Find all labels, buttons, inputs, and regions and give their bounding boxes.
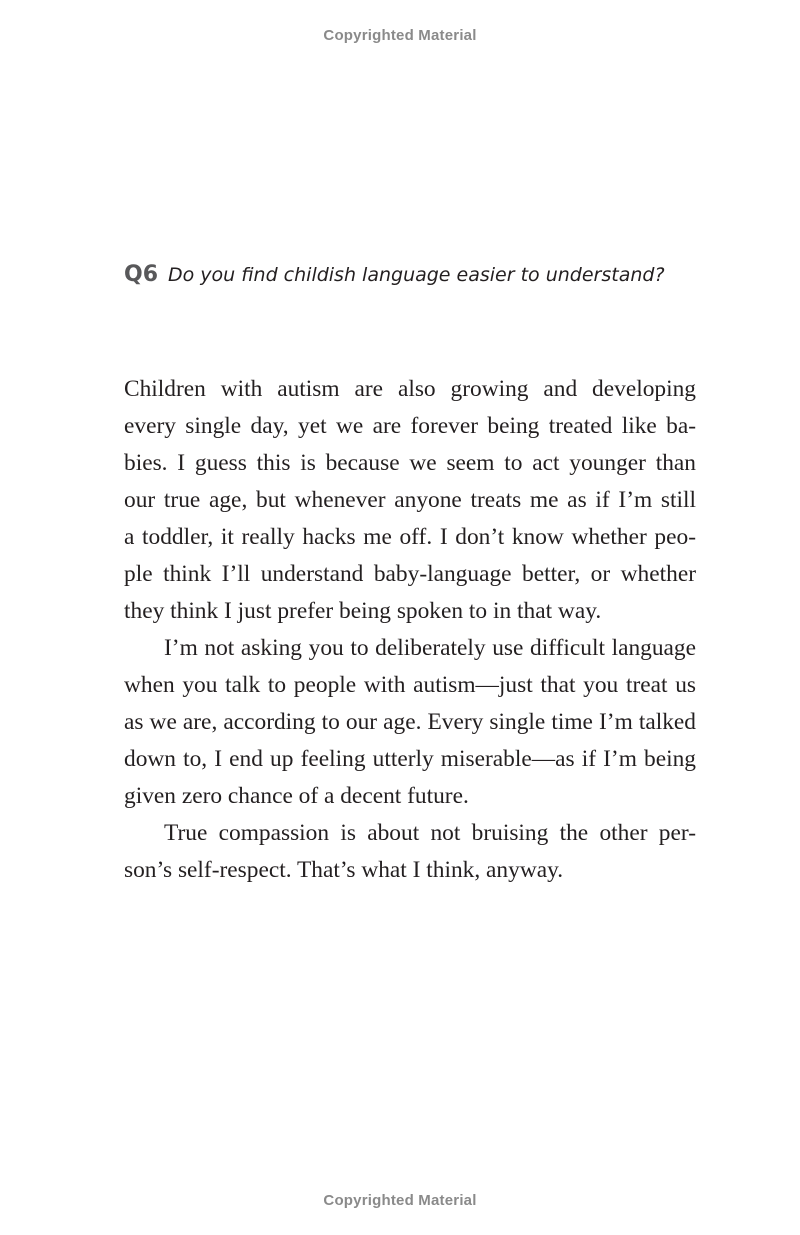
text-line: our true age, but whenever anyone treats me as if I’m still: [124, 487, 696, 513]
text-line: given zero chance of a decent future.: [124, 783, 469, 809]
question-heading: [124, 262, 724, 287]
paragraph-1: [124, 371, 696, 630]
text-line: they think I just prefer being spoken to in that way.: [124, 598, 602, 624]
question-number: Q6: [124, 262, 159, 287]
text-line: down to, I end up feeling utterly miserable—as if I’m being: [124, 746, 696, 772]
text-line: Children with autism are also growing and developing: [124, 376, 696, 402]
text-line: I’m not asking you to deliberately use difficult language: [164, 635, 696, 661]
text-line: every single day, yet we are forever being treated like ba-: [124, 413, 696, 439]
text-line: a toddler, it really hacks me off. I don’t know whether peo-: [124, 524, 696, 550]
text-line: son’s self-respect. That’s what I think, anyway.: [124, 857, 564, 883]
answer-body: [124, 371, 696, 889]
text-line: True compassion is about not bruising the other per-: [164, 820, 696, 846]
copyright-watermark-bottom: Copyrighted Material: [323, 1192, 477, 1209]
copyright-watermark-top: Copyrighted Material: [323, 27, 477, 44]
text-line: bies. I guess this is because we seem to act younger than: [124, 450, 696, 476]
question-text: Do you find childish language easier to understand?: [168, 264, 665, 286]
text-line: when you talk to people with autism—just that you treat us: [124, 672, 696, 698]
paragraph-2: [124, 630, 696, 815]
paragraph-3: [124, 815, 696, 889]
text-line: ple think I’ll understand baby-language better, or whether: [124, 561, 696, 587]
text-line: as we are, according to our age. Every single time I’m talked: [124, 709, 696, 735]
